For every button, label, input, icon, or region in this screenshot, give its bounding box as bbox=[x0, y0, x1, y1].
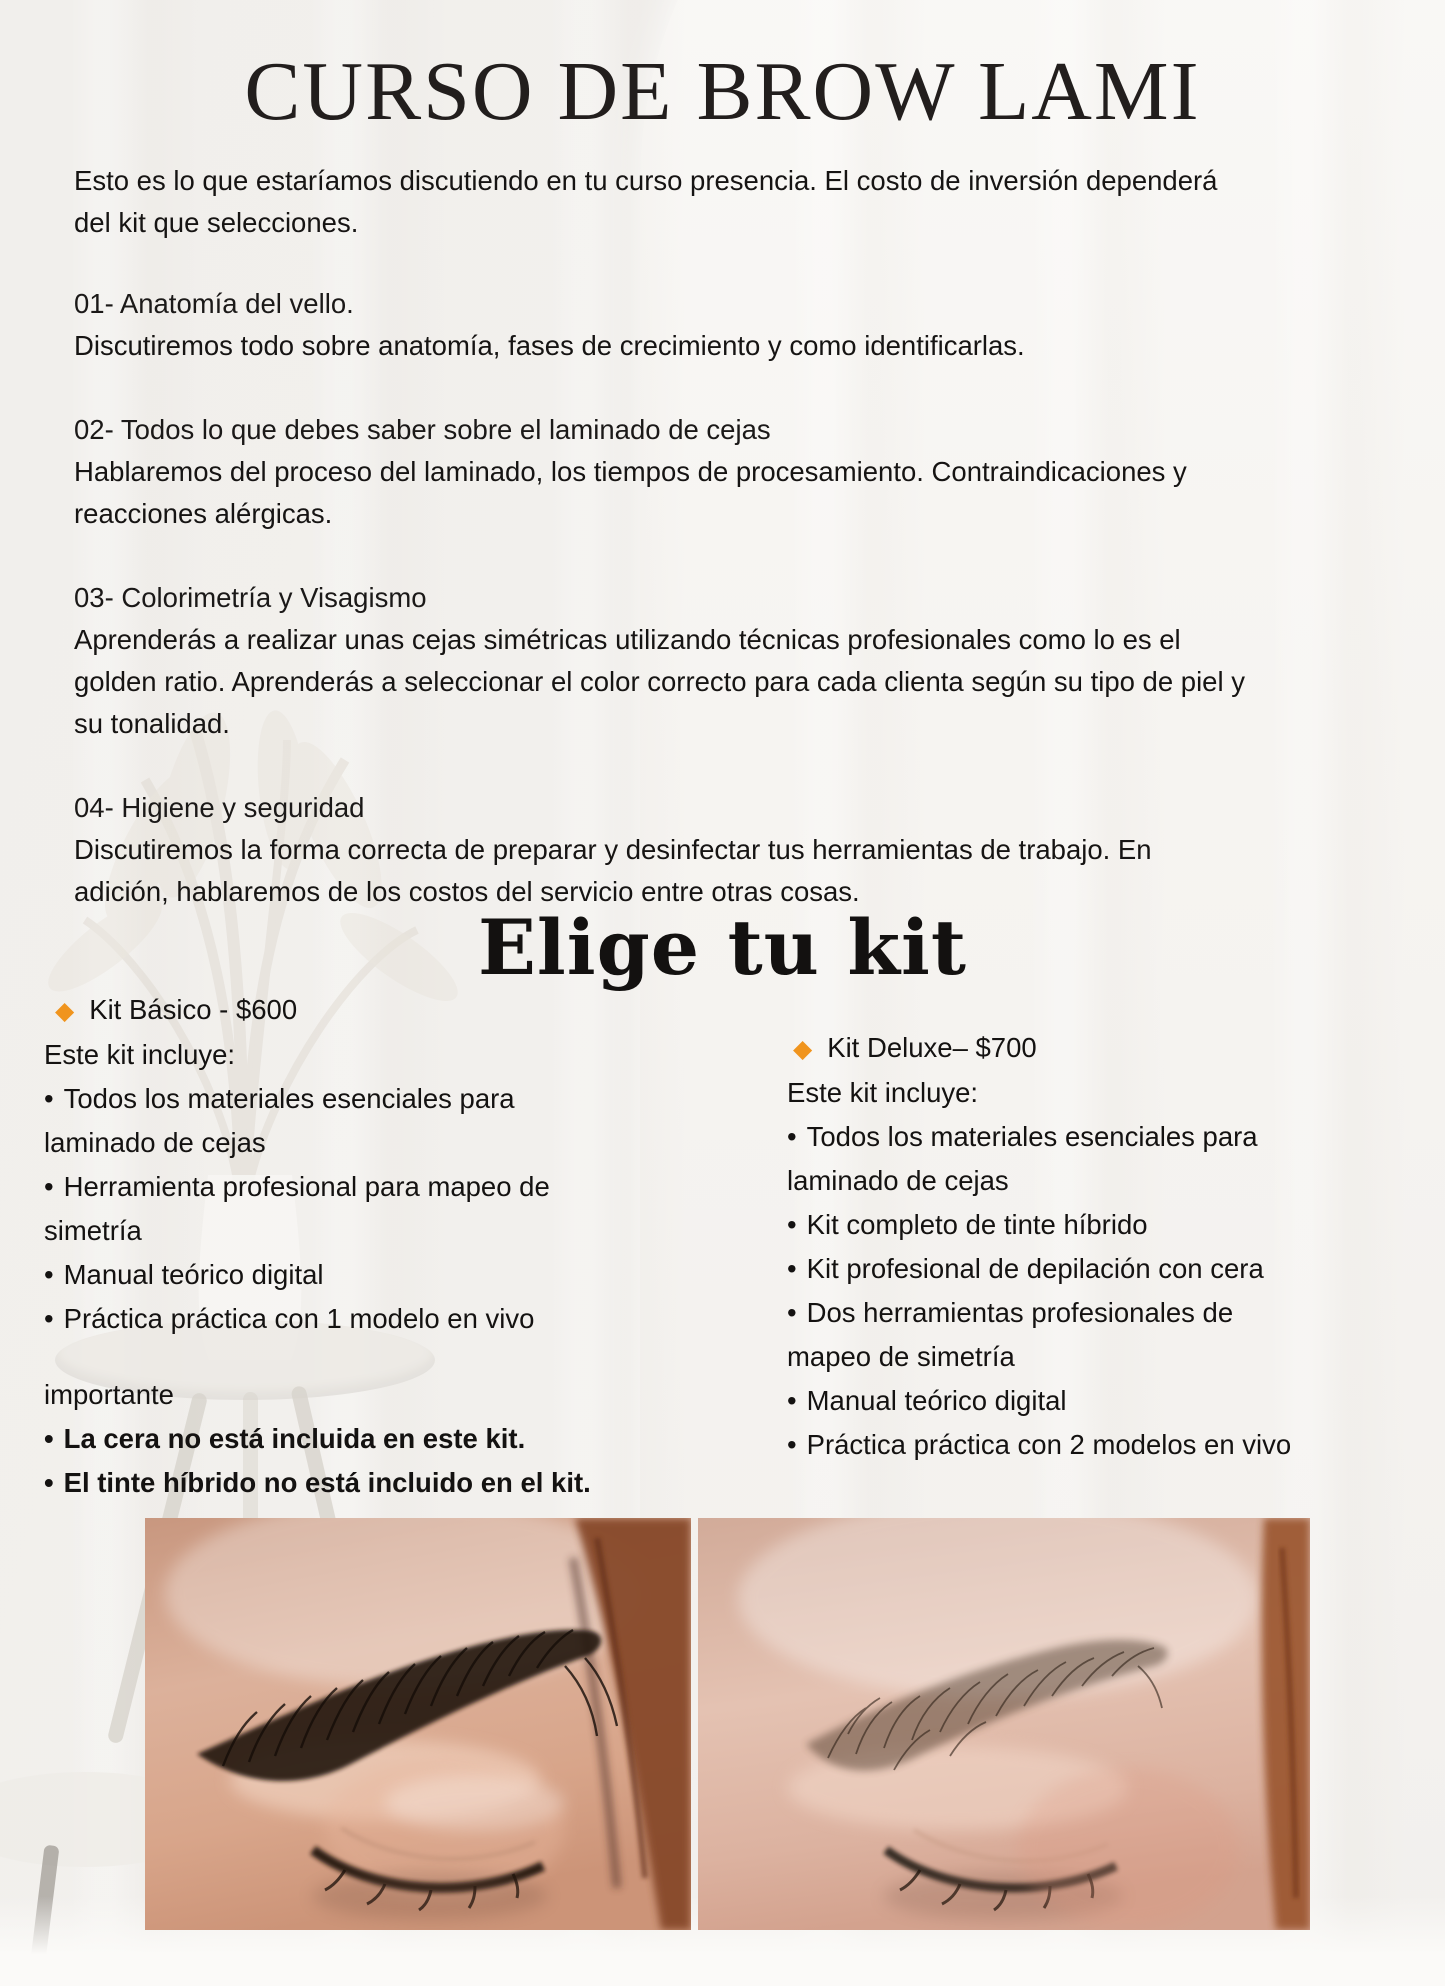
kit-deluxe-item-line bbox=[787, 1247, 1347, 1291]
section-body-line: reacciones alérgicas. bbox=[74, 498, 333, 529]
after-photo-laminated-brow bbox=[145, 1518, 691, 1930]
kit-deluxe-item-line bbox=[787, 1335, 1347, 1379]
before-photo-natural-brow bbox=[698, 1518, 1310, 1930]
kit-item-text: Kit completo de tinte híbrido bbox=[806, 1209, 1148, 1240]
kit-basic-title-line bbox=[44, 988, 644, 1033]
kit-basic-important-label: importante bbox=[44, 1379, 174, 1410]
section-02-heading: 02- Todos lo que debes saber sobre el laminado de cejas bbox=[74, 414, 771, 445]
section-body-line: adición, hablaremos de los costos del servicio entre otras cosas. bbox=[74, 876, 860, 907]
bullet-icon: • bbox=[44, 1303, 54, 1334]
kit-item-text: mapeo de simetría bbox=[787, 1341, 1015, 1372]
kit-deluxe-item-line bbox=[787, 1423, 1347, 1467]
intro-line: Esto es lo que estaríamos discutiendo en tu curso presencia. El costo de inversión dependerá bbox=[74, 165, 1218, 196]
kit-item-text: Manual teórico digital bbox=[806, 1385, 1067, 1416]
kit-basic-item-line bbox=[44, 1077, 644, 1121]
bullet-icon: • bbox=[787, 1253, 797, 1284]
kit-basic-item-line bbox=[44, 1297, 644, 1341]
kit-deluxe-column bbox=[787, 1026, 1347, 1467]
kit-basic-title: Kit Básico - $600 bbox=[89, 994, 298, 1025]
bullet-icon: • bbox=[44, 1467, 54, 1498]
kit-item-text: Práctica práctica con 2 modelos en vivo bbox=[806, 1429, 1292, 1460]
kit-item-text: Práctica práctica con 1 modelo en vivo bbox=[63, 1303, 535, 1334]
section-body-line: Hablaremos del proceso del laminado, los tiempos de procesamiento. Contraindicaciones y bbox=[74, 456, 1187, 487]
bullet-icon: • bbox=[44, 1083, 54, 1114]
intro-line: del kit que selecciones. bbox=[74, 207, 359, 238]
bullet-icon: • bbox=[44, 1423, 54, 1454]
section-02-body bbox=[74, 451, 1187, 535]
section-04-heading: 04- Higiene y seguridad bbox=[74, 792, 365, 823]
section-body-line: su tonalidad. bbox=[74, 708, 230, 739]
section-body-line: golden ratio. Aprenderás a seleccionar el color correcto para cada clienta según su tipo de piel y bbox=[74, 666, 1245, 697]
kit-basic-important-line bbox=[44, 1461, 644, 1505]
kit-deluxe-title: Kit Deluxe– $700 bbox=[827, 1032, 1037, 1063]
kit-basic-item-line bbox=[44, 1209, 644, 1253]
kit-deluxe-item-line bbox=[787, 1291, 1347, 1335]
kit-basic-item-line bbox=[44, 1121, 644, 1165]
kit-item-text: laminado de cejas bbox=[44, 1127, 266, 1158]
diamond-icon: ◆ bbox=[55, 997, 75, 1025]
kit-item-text: Kit profesional de depilación con cera bbox=[806, 1253, 1264, 1284]
bullet-icon: • bbox=[787, 1121, 797, 1152]
diamond-icon: ◆ bbox=[793, 1035, 813, 1063]
kit-deluxe-title-line bbox=[787, 1026, 1347, 1071]
kit-basic-item-line bbox=[44, 1165, 644, 1209]
kit-deluxe-item-line bbox=[787, 1159, 1347, 1203]
kit-basic-important-line bbox=[44, 1417, 644, 1461]
bullet-icon: • bbox=[44, 1259, 54, 1290]
bullet-icon: • bbox=[787, 1209, 797, 1240]
kit-basic-item-line bbox=[44, 1253, 644, 1297]
section-01-body bbox=[74, 325, 1025, 367]
bullet-icon: • bbox=[787, 1385, 797, 1416]
intro-paragraph bbox=[74, 160, 1217, 244]
kit-item-text: laminado de cejas bbox=[787, 1165, 1009, 1196]
kit-item-text: Todos los materiales esenciales para bbox=[63, 1083, 515, 1114]
kit-item-text: Dos herramientas profesionales de bbox=[806, 1297, 1234, 1328]
kit-deluxe-item-line bbox=[787, 1379, 1347, 1423]
kit-basic-includes-label: Este kit incluye: bbox=[44, 1039, 236, 1070]
section-03-heading: 03- Colorimetría y Visagismo bbox=[74, 582, 427, 613]
kits-heading: Elige tu kit bbox=[477, 903, 968, 992]
kit-item-text: El tinte híbrido no está incluido en el kit. bbox=[63, 1467, 591, 1498]
kit-item-text: Herramienta profesional para mapeo de bbox=[63, 1171, 550, 1202]
result-photos bbox=[145, 1518, 1310, 1930]
bullet-icon: • bbox=[787, 1297, 797, 1328]
kit-item-text: Manual teórico digital bbox=[63, 1259, 324, 1290]
kit-deluxe-item-line bbox=[787, 1203, 1347, 1247]
section-04-body bbox=[74, 829, 1152, 913]
kit-item-text: Todos los materiales esenciales para bbox=[806, 1121, 1258, 1152]
section-body-line: Aprenderás a realizar unas cejas simétricas utilizando técnicas profesionales como lo es el bbox=[74, 624, 1181, 655]
kit-basic-column bbox=[44, 988, 644, 1505]
section-03-body bbox=[74, 619, 1245, 745]
kit-deluxe-includes-label: Este kit incluye: bbox=[787, 1077, 979, 1108]
bullet-icon: • bbox=[787, 1429, 797, 1460]
kit-item-text: La cera no está incluida en este kit. bbox=[63, 1423, 526, 1454]
section-01-heading: 01- Anatomía del vello. bbox=[74, 288, 354, 319]
section-body-line: Discutiremos todo sobre anatomía, fases de crecimiento y como identificarlas. bbox=[74, 330, 1025, 361]
bullet-icon: • bbox=[44, 1171, 54, 1202]
kit-item-text: simetría bbox=[44, 1215, 142, 1246]
kit-deluxe-item-line bbox=[787, 1115, 1347, 1159]
section-body-line: Discutiremos la forma correcta de preparar y desinfectar tus herramientas de trabajo. En bbox=[74, 834, 1152, 865]
page-title: CURSO DE BROW LAMI bbox=[244, 45, 1201, 138]
